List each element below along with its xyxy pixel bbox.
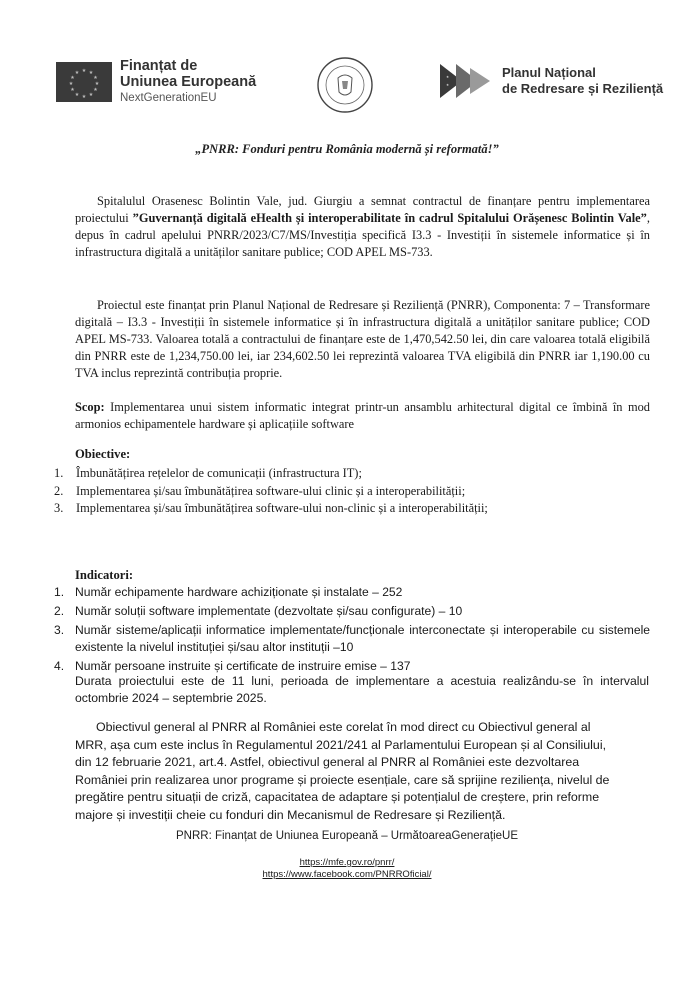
list-item xyxy=(54,465,654,483)
intro-part1: Spitalulul Orasenesc Bolintin Vale, jud. Giurgiu a semnat contractul de finanțare pentru implementarea proiectului xyxy=(75,194,650,225)
svg-text:★: ★ xyxy=(70,75,75,81)
item-text: Număr soluții software implementate (dezvoltate și/sau configurate) – 10 xyxy=(75,604,463,618)
item-number: 3. xyxy=(54,501,64,515)
closing-line: din 12 februarie 2021, art.4. Astfel, obiectivul general al PNRR al României este dezvoltarea xyxy=(75,755,580,769)
item-text: Număr sisteme/aplicații informatice implementate/funcționale interconectate și interoperabile cu sistemele existente la nivelul instituției și/sau altor instituții –10 xyxy=(75,623,650,654)
eu-logo-line2: Uniunea Europeană xyxy=(120,74,257,90)
svg-text:★: ★ xyxy=(93,75,98,81)
scope-text: Implementarea unui sistem informatic integrat printr-un ansamblu arhitectural digital ce îmbină în mod armonios echipamentele hardware și aplicațiile software xyxy=(75,400,650,431)
svg-text:★: ★ xyxy=(446,75,450,79)
eu-flag-icon xyxy=(56,62,112,102)
item-text: Îmbunătățirea rețelelor de comunicații (infrastructura IT); xyxy=(76,466,362,480)
financing-text: Proiectul este finanțat prin Planul Național de Redresare și Reziliență (PNRR), Componenta: 7 – Transformare digitală – I3.3 - Investiții în sistemele informatice și în infrastructura digitală a unităților sanitare publice; COD APEL MS-733. Valoarea totală a contractului de finanțare este de 1,470,542.50 lei, din care valoarea totală eligibilă din PNRR este de 1,234,750.00 lei, iar 234,602.50 lei reprezintă valoarea TVA eligibilă din PNRR iar 1,190.00 cu TVA inclus reprezintă contribuția proprie. xyxy=(75,298,650,380)
item-text: Număr echipamente hardware achiziționate și instalate – 252 xyxy=(75,585,403,599)
pnrr-arrows-icon xyxy=(438,62,492,100)
item-number: 3. xyxy=(54,623,65,637)
header xyxy=(0,56,694,116)
item-number: 1. xyxy=(54,585,65,599)
mfe-link[interactable]: https://mfe.gov.ro/pnrr/ xyxy=(299,857,395,868)
eu-stars-icon xyxy=(56,62,112,102)
intro-part2: , depus în cadrul apelului PNRR/2023/C7/MS/Investiția specifică I3.3 - Investiții în sistemele informatice și în infrastructura digitală a unităților sanitare publice; COD APEL MS-733. xyxy=(75,211,650,259)
svg-text:★: ★ xyxy=(74,70,80,76)
svg-text:★: ★ xyxy=(94,81,100,87)
svg-text:★: ★ xyxy=(81,94,87,100)
footer-links xyxy=(0,857,694,880)
pnrr-logo-text xyxy=(502,65,663,97)
objectives-heading: Obiective: xyxy=(75,447,131,461)
item-text: Implementarea și/sau îmbunătățirea software-ului clinic și a interoperabilității; xyxy=(76,483,466,498)
list-item xyxy=(54,603,650,620)
closing-line: Obiectivul general al PNRR al României este corelat în mod direct cu Obiectivul general al xyxy=(96,720,591,734)
svg-text:★: ★ xyxy=(88,92,94,98)
svg-text:★: ★ xyxy=(88,70,94,76)
financing-paragraph xyxy=(75,297,650,382)
svg-text:★: ★ xyxy=(70,87,75,93)
closing-line: MRR, așa cum este inclus în Regulamentul 2021/241 al Parlamentului European și al Consiliului, xyxy=(75,737,607,752)
item-text: Implementarea și/sau îmbunătățirea software-ului non-clinic și a interoperabilității; xyxy=(76,501,488,515)
list-item xyxy=(54,584,650,601)
pnrr-logo-line2: de Redresare și Reziliență xyxy=(502,81,664,96)
item-number: 2. xyxy=(54,483,64,498)
item-number: 4. xyxy=(54,659,65,673)
item-number: 2. xyxy=(54,604,65,618)
closing-line: majore și investiții cheie cu fonduri din Mecanismul de Redresare și Reziliență. xyxy=(75,807,506,822)
item-number: 1. xyxy=(54,466,64,480)
item-text: Număr persoane instruite și certificate de instruire emise – 137 xyxy=(75,659,411,673)
scope-label: Scop: xyxy=(75,400,105,414)
svg-text:★: ★ xyxy=(68,81,74,87)
indicators-heading: Indicatori: xyxy=(75,568,134,582)
list-item xyxy=(54,500,654,518)
eu-logo-text xyxy=(120,58,256,106)
closing-paragraph xyxy=(75,719,656,824)
svg-text:★: ★ xyxy=(93,87,98,93)
duration-paragraph: Durata proiectului este de 11 luni, perioada de implementare a acestuia realizându-se în intervalul octombrie 2024 – septembrie 2025. xyxy=(75,674,649,705)
government-seal-icon xyxy=(316,56,374,114)
pnrr-logo-line1: Planul Național xyxy=(502,65,596,80)
slogan: „PNRR: Fonduri pentru România modernă și reformată!” xyxy=(195,142,499,156)
svg-text:★: ★ xyxy=(446,83,450,87)
svg-text:★: ★ xyxy=(81,68,87,74)
eu-logo-line1: Finanțat de xyxy=(120,58,198,74)
indicators-list xyxy=(54,584,650,677)
intro-paragraph xyxy=(75,193,650,261)
pnrr-logo xyxy=(438,62,663,100)
objectives-list xyxy=(54,465,654,518)
closing-line: pregătire pentru situații de criză, capacitatea de adaptare și potențialul de creștere, prin reforme xyxy=(75,790,600,804)
list-item xyxy=(54,483,654,501)
facebook-link[interactable]: https://www.facebook.com/PNRROficial/ xyxy=(262,868,432,880)
eu-funding-logo xyxy=(56,58,256,106)
list-item xyxy=(54,622,650,656)
closing-line: României prin realizarea unor programe și proiecte esențiale, care să sprijine reziliența, nivelul de xyxy=(75,772,610,787)
footer-tagline: PNRR: Finanțat de Uniunea Europeană – UrmătoareaGenerațieUE xyxy=(176,830,518,842)
project-title: ”Guvernanță digitală eHealth și interoperabilitate în cadrul Spitalului Orășenesc Bolintin Vale” xyxy=(132,211,647,225)
eu-logo-line3: NextGenerationEU xyxy=(120,92,217,104)
scope-paragraph xyxy=(75,399,650,433)
svg-text:★: ★ xyxy=(74,92,80,98)
